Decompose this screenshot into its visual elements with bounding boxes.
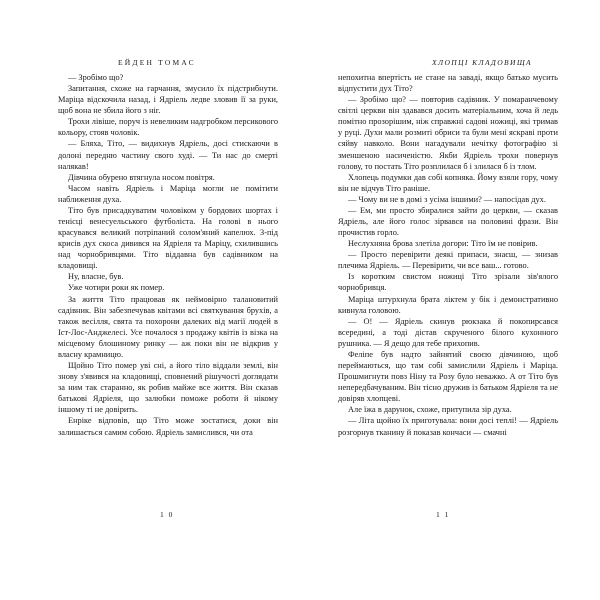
paragraph: — О! — Ядріель скинув рюкзака й покопирсався всередині, а тоді дістав скрученого білого кухонного рушника. — Я дещо для тебе прихопив. bbox=[338, 316, 558, 348]
paragraph: За життя Тіто працював як неймовірно талановитий садівник. Він забезпечував квітами всі святкування брухів, а також весілля, свята та похорони далеких від магії людей в Іст-Лос-Анджелесі. Усе почалося з продажу квітів із візка на місцевому блошиному ринку — аж поки він не відкрив у власну крамницю. bbox=[58, 294, 278, 359]
paragraph: — Зробімо що? — повторив садівник. У помаранчевому світлі церкви він здавався досить матеріальним, хоча й ледь помітно прозорішим, ніж справжні садові ножиці, які тримав у руці. Духи мали розмиті обриси та були мені яскраві проти сяйву навколо. Вони нагадували нечітку фотографію зі зменшеною насиченістю. Якби Ядріель трохи повернув голову, то постать Тіто розплилася б і злилася б із тлом. bbox=[338, 95, 558, 171]
paragraph: Ну, власне, був. bbox=[68, 272, 124, 282]
running-head-author: ЕЙДЕН ТОМАС bbox=[118, 58, 196, 67]
paragraph: Хлопець подумки дав собі копняка. Йому взяли гору, чому він не відчув Тіто раніше. bbox=[338, 172, 558, 193]
paragraph: Феліпе був надто зайнятий своєю дівчиною, щоб переймаються, що там собі замислили Ядріель і Маріца. Прошмигнути повз Ніну та Розу було неважко. А от Тіто був непередбачуваним. Він тісно дружив із батьком Ядріеля та не довіряв хлопцеві. bbox=[338, 349, 558, 404]
left-page-body bbox=[58, 72, 278, 438]
paragraph: — Зробімо що? bbox=[68, 73, 124, 82]
paragraph: Запитання, схоже на гарчання, змусило їх підстрибнути. Маріца відскочила назад, і Ядріель ледве зловив її за руки, щоб вона не збила його з ніг. bbox=[58, 84, 278, 116]
paragraph: — Літа щойно їх приготувала: вони досі теплі! — Ядріель розгорнув тканину й показав кончаси — смачні bbox=[338, 416, 558, 437]
paragraph: — Чому ви не в домі з усіма іншими? — напосідав дух. bbox=[348, 194, 546, 204]
page-number: 1 1 bbox=[436, 510, 450, 519]
paragraph: — Бляха, Тіто, — видихнув Ядріель, досі стискаючи в долоні передню частину свого худі. — Ти нас до смерті налякав! bbox=[58, 139, 278, 171]
paragraph: Щойно Тіто помер уві сні, а його тіло віддали землі, він знову з'явився на кладовищі, сповнений рішучості доглядати за ним так старанно, як робив майже все життя. Він сказав батькові Ядріеля, що залюбки поможе роботи й нікому іншому ті не довірить. bbox=[58, 361, 278, 415]
paragraph: Уже чотири роки як помер. bbox=[68, 283, 165, 293]
paragraph: Трохи лівіше, поруч із невеликим надгробком персикового кольору, стояв чоловік. bbox=[58, 117, 278, 138]
paragraph: Із коротким свистом ножиці Тіто зрізали зів'ялого чорнобривця. bbox=[338, 272, 558, 293]
paragraph: Але їжа в дарунок, схоже, притупила зір духа. bbox=[348, 405, 512, 415]
paragraph: — Просто перевірити деякі припаси, знаєш, — знизав плечима Ядріель. — Перевірити, чи все ваш... готово. bbox=[338, 250, 558, 271]
paragraph: Часом навіть Ядріель і Маріца могли не помітити наближення духа. bbox=[58, 183, 278, 204]
paragraph-continued: непохитна впертість не стане на заваді, якщо батько мусить відпустити дух Тіто? bbox=[338, 73, 558, 94]
page-number: 1 0 bbox=[160, 510, 174, 519]
paragraph: — Ем, ми просто збиралися зайти до церкви, — сказав Ядріель, але його голос зірвався на половині фрази. Він прочистив горло. bbox=[338, 205, 558, 238]
paragraph: Дівчина обурено втягнула носом повітря. bbox=[68, 172, 215, 182]
paragraph: Неслухняна брова злетіла догори: Тіто їм не повірив. bbox=[348, 239, 538, 249]
paragraph: Тіто був присадкуватим чоловіком у бордових шортах і тенісці венесуельського футболіста. На голові в нього красувався великий потріпаний солом'яний капелюх. З-під крисів дух скоса дивився на Ядріеля та Маріцу, схилившись над чорнобривцями. Тіто віддавна був садівником на кладовищі. bbox=[58, 205, 278, 271]
right-page-body bbox=[338, 72, 558, 438]
running-head-title: ХЛОПЦІ КЛАДОВИЩА bbox=[432, 58, 533, 67]
paragraph: Маріца штурхнула брата ліктем у бік і демонстративно кивнула головою. bbox=[338, 294, 558, 315]
paragraph: Енріке відповів, що Тіто може зостатися, доки він залишається самим собою. Ядріель замислився, чи ота bbox=[58, 416, 278, 437]
right-page bbox=[300, 0, 600, 600]
